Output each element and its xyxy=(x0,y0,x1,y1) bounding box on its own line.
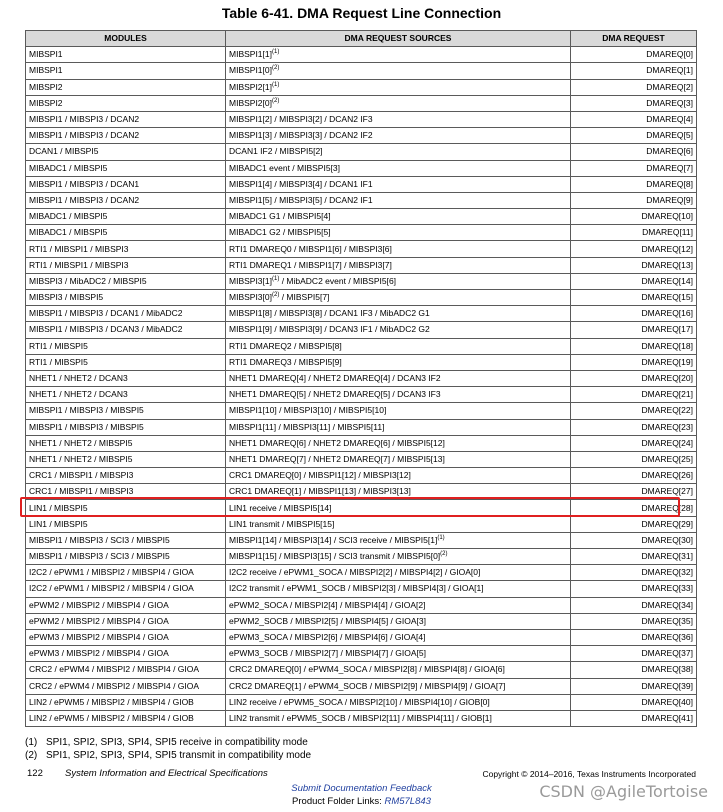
cell-request: DMAREQ[6] xyxy=(571,144,697,160)
source-text: MIBSPI1[8] / MIBSPI3[8] / DCAN1 IF3 / MibADC2 G1 xyxy=(229,308,430,319)
cell-source xyxy=(226,192,571,208)
cell-request: DMAREQ[24] xyxy=(571,435,697,451)
cell-modules: MIBSPI1 / MIBSPI3 / DCAN2 xyxy=(26,192,226,208)
cell-source xyxy=(226,370,571,386)
part-number-link[interactable]: RM57L843 xyxy=(384,796,431,807)
table-row xyxy=(26,257,697,273)
cell-modules: LIN1 / MIBSPI5 xyxy=(26,500,226,516)
footnote-number: (1) xyxy=(25,737,38,748)
source-text: MIBADC1 G1 / MIBSPI5[4] xyxy=(229,211,331,222)
source-text-cont: / MIBSPI5[7] xyxy=(279,292,330,303)
cell-source xyxy=(226,209,571,225)
source-text: MIBADC1 G2 / MIBSPI5[5] xyxy=(229,227,331,238)
table-row xyxy=(26,484,697,500)
cell-modules: CRC1 / MIBSPI1 / MIBSPI3 xyxy=(26,468,226,484)
table-row xyxy=(26,47,697,63)
header-request: DMA REQUEST xyxy=(571,31,697,47)
source-text: ePWM3_SOCB / MIBSPI2[7] / MIBSPI4[7] / GIOA[5] xyxy=(229,648,426,659)
footnote-ref: (1) xyxy=(272,49,280,56)
cell-source xyxy=(226,646,571,662)
source-text: MIBSPI1[1] xyxy=(229,49,272,60)
cell-modules: MIBSPI1 xyxy=(26,47,226,63)
footnote xyxy=(25,737,311,750)
cell-modules: LIN2 / ePWM5 / MIBSPI2 / MIBSPI4 / GIOB xyxy=(26,710,226,726)
table-title: Table 6-41. DMA Request Line Connection xyxy=(221,5,502,21)
cell-request: DMAREQ[19] xyxy=(571,354,697,370)
cell-request: DMAREQ[38] xyxy=(571,662,697,678)
cell-request: DMAREQ[7] xyxy=(571,160,697,176)
table-row xyxy=(26,63,697,79)
source-text: NHET1 DMAREQ[5] / NHET2 DMAREQ[5] / DCAN3 IF3 xyxy=(229,389,441,400)
cell-source xyxy=(226,500,571,516)
cell-modules: LIN2 / ePWM5 / MIBSPI2 / MIBSPI4 / GIOB xyxy=(26,694,226,710)
cell-request: DMAREQ[1] xyxy=(571,63,697,79)
cell-request: DMAREQ[30] xyxy=(571,532,697,548)
cell-modules: ePWM3 / MIBSPI2 / MIBSPI4 / GIOA xyxy=(26,646,226,662)
footnote-ref: (1) xyxy=(272,275,280,282)
header-modules: MODULES xyxy=(26,31,226,47)
source-text-cont: / MibADC2 event / MIBSPI5[6] xyxy=(279,275,397,286)
cell-modules: MIBSPI1 / MIBSPI3 / DCAN2 xyxy=(26,111,226,127)
cell-request: DMAREQ[21] xyxy=(571,387,697,403)
cell-modules: ePWM2 / MIBSPI2 / MIBSPI4 / GIOA xyxy=(26,597,226,613)
source-text: MIBSPI1[5] / MIBSPI3[5] / DCAN2 IF1 xyxy=(229,194,373,205)
table-row xyxy=(26,111,697,127)
table-row xyxy=(26,581,697,597)
cell-modules: MIBSPI1 / MIBSPI3 / DCAN3 / MibADC2 xyxy=(26,322,226,338)
cell-source xyxy=(226,532,571,548)
cell-request: DMAREQ[36] xyxy=(571,629,697,645)
cell-request: DMAREQ[33] xyxy=(571,581,697,597)
cell-modules: MIBSPI3 / MibADC2 / MIBSPI5 xyxy=(26,273,226,289)
cell-request: DMAREQ[0] xyxy=(571,47,697,63)
source-text: MIBSPI2[1] xyxy=(229,81,272,92)
cell-modules: MIBSPI2 xyxy=(26,79,226,95)
cell-source xyxy=(226,694,571,710)
cell-source xyxy=(226,257,571,273)
cell-request: DMAREQ[4] xyxy=(571,111,697,127)
source-text: MIBSPI1[11] / MIBSPI3[11] / MIBSPI5[11] xyxy=(229,421,385,432)
watermark: CSDN @AgileTortoise xyxy=(539,782,708,801)
cell-modules: MIBSPI1 / MIBSPI3 / SCI3 / MIBSPI5 xyxy=(26,549,226,565)
cell-source xyxy=(226,144,571,160)
cell-modules: NHET1 / NHET2 / DCAN3 xyxy=(26,370,226,386)
cell-source xyxy=(226,111,571,127)
cell-modules: MIBSPI1 xyxy=(26,63,226,79)
cell-request: DMAREQ[10] xyxy=(571,209,697,225)
cell-source xyxy=(226,63,571,79)
section-title: System Information and Electrical Specifications xyxy=(65,768,268,779)
cell-source xyxy=(226,597,571,613)
table-row xyxy=(26,468,697,484)
cell-request: DMAREQ[31] xyxy=(571,549,697,565)
cell-source xyxy=(226,95,571,111)
cell-request: DMAREQ[9] xyxy=(571,192,697,208)
cell-modules: NHET1 / NHET2 / MIBSPI5 xyxy=(26,435,226,451)
footnote-ref: (2) xyxy=(272,292,280,299)
cell-modules: MIBSPI3 / MIBSPI5 xyxy=(26,290,226,306)
source-text: I2C2 receive / ePWM1_SOCA / MIBSPI2[2] / MIBSPI4[2] / GIOA[0] xyxy=(229,567,481,578)
footnote-ref: (2) xyxy=(440,551,448,558)
cell-request: DMAREQ[17] xyxy=(571,322,697,338)
source-text: LIN2 transmit / ePWM5_SOCB / MIBSPI2[11] / MIBSPI4[11] / GIOB[1] xyxy=(229,712,492,723)
page-number: 122 xyxy=(27,768,43,779)
source-text: CRC1 DMAREQ[1] / MIBSPI1[13] / MIBSPI3[13] xyxy=(229,486,411,497)
cell-source xyxy=(226,565,571,581)
cell-source xyxy=(226,468,571,484)
table-row xyxy=(26,387,697,403)
cell-request: DMAREQ[27] xyxy=(571,484,697,500)
cell-source xyxy=(226,273,571,289)
source-text: I2C2 transmit / ePWM1_SOCB / MIBSPI2[3] / MIBSPI4[3] / GIOA[1] xyxy=(229,583,484,594)
source-text: MIBSPI1[10] / MIBSPI3[10] / MIBSPI5[10] xyxy=(229,405,387,416)
source-text: RTI1 DMAREQ3 / MIBSPI5[9] xyxy=(229,356,342,367)
cell-source xyxy=(226,451,571,467)
cell-modules: MIBADC1 / MIBSPI5 xyxy=(26,225,226,241)
source-text: MIBSPI1[9] / MIBSPI3[9] / DCAN3 IF1 / MibADC2 G2 xyxy=(229,324,430,335)
cell-request: DMAREQ[22] xyxy=(571,403,697,419)
cell-source xyxy=(226,354,571,370)
cell-source xyxy=(226,338,571,354)
footnote xyxy=(25,750,311,763)
cell-modules: ePWM2 / MIBSPI2 / MIBSPI4 / GIOA xyxy=(26,613,226,629)
source-text: NHET1 DMAREQ[4] / NHET2 DMAREQ[4] / DCAN3 IF2 xyxy=(229,373,441,384)
cell-source xyxy=(226,176,571,192)
source-text: NHET1 DMAREQ[6] / NHET2 DMAREQ[6] / MIBSPI5[12] xyxy=(229,437,445,448)
table-header-row xyxy=(26,31,697,47)
cell-request: DMAREQ[16] xyxy=(571,306,697,322)
cell-request: DMAREQ[26] xyxy=(571,468,697,484)
table-row xyxy=(26,532,697,548)
table-row xyxy=(26,241,697,257)
cell-request: DMAREQ[8] xyxy=(571,176,697,192)
source-text: DCAN1 IF2 / MIBSPI5[2] xyxy=(229,146,323,157)
table-row xyxy=(26,565,697,581)
cell-modules: MIBADC1 / MIBSPI5 xyxy=(26,209,226,225)
table-row xyxy=(26,192,697,208)
cell-request: DMAREQ[32] xyxy=(571,565,697,581)
footnote-ref: (2) xyxy=(272,65,280,72)
cell-modules: MIBSPI1 / MIBSPI3 / DCAN1 xyxy=(26,176,226,192)
source-text: LIN2 receive / ePWM5_SOCA / MIBSPI2[10] / MIBSPI4[10] / GIOB[0] xyxy=(229,696,490,707)
cell-source xyxy=(226,484,571,500)
footnote-text: SPI1, SPI2, SPI3, SPI4, SPI5 transmit in compatibility mode xyxy=(46,749,312,761)
source-text: CRC2 DMAREQ[0] / ePWM4_SOCA / MIBSPI2[8] / MIBSPI4[8] / GIOA[6] xyxy=(229,664,505,675)
cell-request: DMAREQ[18] xyxy=(571,338,697,354)
cell-modules: CRC1 / MIBSPI1 / MIBSPI3 xyxy=(26,484,226,500)
source-text: ePWM2_SOCA / MIBSPI2[4] / MIBSPI4[4] / GIOA[2] xyxy=(229,599,426,610)
source-text: CRC1 DMAREQ[0] / MIBSPI1[12] / MIBSPI3[12] xyxy=(229,470,411,481)
source-text: NHET1 DMAREQ[7] / NHET2 DMAREQ[7] / MIBSPI5[13] xyxy=(229,453,445,464)
table-row xyxy=(26,419,697,435)
table-row xyxy=(26,435,697,451)
footnote-text: SPI1, SPI2, SPI3, SPI4, SPI5 receive in compatibility mode xyxy=(46,737,308,748)
links-label: Product Folder Links: xyxy=(292,796,382,807)
table-row xyxy=(26,273,697,289)
cell-request: DMAREQ[13] xyxy=(571,257,697,273)
source-text: RTI1 DMAREQ1 / MIBSPI1[7] / MIBSPI3[7] xyxy=(229,259,392,270)
cell-source xyxy=(226,419,571,435)
table-row xyxy=(26,403,697,419)
cell-modules: NHET1 / NHET2 / MIBSPI5 xyxy=(26,451,226,467)
dma-request-table xyxy=(25,30,697,727)
cell-source xyxy=(226,160,571,176)
cell-modules: MIBSPI1 / MIBSPI3 / MIBSPI5 xyxy=(26,403,226,419)
cell-source xyxy=(226,581,571,597)
source-text: MIBSPI1[3] / MIBSPI3[3] / DCAN2 IF2 xyxy=(229,130,373,141)
header-sources: DMA REQUEST SOURCES xyxy=(226,31,571,47)
cell-modules: RTI1 / MIBSPI1 / MIBSPI3 xyxy=(26,257,226,273)
cell-request: DMAREQ[34] xyxy=(571,597,697,613)
source-text: MIBSPI1[0] xyxy=(229,65,272,76)
cell-source xyxy=(226,629,571,645)
cell-source xyxy=(226,290,571,306)
cell-modules: LIN1 / MIBSPI5 xyxy=(26,516,226,532)
source-text: MIBSPI1[14] / MIBSPI3[14] / SCI3 receive / MIBSPI5[1] xyxy=(229,534,438,545)
source-text: MIBSPI2[0] xyxy=(229,97,272,108)
footnote-ref: (1) xyxy=(272,81,280,88)
cell-request: DMAREQ[5] xyxy=(571,128,697,144)
table-row xyxy=(26,613,697,629)
cell-modules: CRC2 / ePWM4 / MIBSPI2 / MIBSPI4 / GIOA xyxy=(26,678,226,694)
cell-modules: RTI1 / MIBSPI5 xyxy=(26,354,226,370)
cell-modules: RTI1 / MIBSPI5 xyxy=(26,338,226,354)
table-row xyxy=(26,144,697,160)
cell-source xyxy=(226,662,571,678)
cell-source xyxy=(226,435,571,451)
cell-modules: RTI1 / MIBSPI1 / MIBSPI3 xyxy=(26,241,226,257)
source-text: RTI1 DMAREQ2 / MIBSPI5[8] xyxy=(229,340,342,351)
cell-request: DMAREQ[29] xyxy=(571,516,697,532)
cell-request: DMAREQ[41] xyxy=(571,710,697,726)
table-row xyxy=(26,500,697,516)
cell-modules: MIBSPI1 / MIBSPI3 / DCAN1 / MibADC2 xyxy=(26,306,226,322)
footnote-ref: (1) xyxy=(437,534,445,541)
table-row xyxy=(26,678,697,694)
footnote-ref: (2) xyxy=(272,97,280,104)
cell-source xyxy=(226,322,571,338)
table-row xyxy=(26,516,697,532)
cell-request: DMAREQ[37] xyxy=(571,646,697,662)
cell-source xyxy=(226,79,571,95)
table-row xyxy=(26,710,697,726)
cell-request: DMAREQ[40] xyxy=(571,694,697,710)
source-text: LIN1 transmit / MIBSPI5[15] xyxy=(229,518,335,529)
cell-modules: DCAN1 / MIBSPI5 xyxy=(26,144,226,160)
table-row xyxy=(26,451,697,467)
source-text: MIBSPI1[15] / MIBSPI3[15] / SCI3 transmit / MIBSPI5[0] xyxy=(229,551,441,562)
source-text: ePWM3_SOCA / MIBSPI2[6] / MIBSPI4[6] / GIOA[4] xyxy=(229,632,426,643)
source-text: MIBADC1 event / MIBSPI5[3] xyxy=(229,162,341,173)
cell-modules: MIBSPI1 / MIBSPI3 / DCAN2 xyxy=(26,128,226,144)
cell-request: DMAREQ[12] xyxy=(571,241,697,257)
table-row xyxy=(26,549,697,565)
cell-request: DMAREQ[25] xyxy=(571,451,697,467)
table-row xyxy=(26,694,697,710)
cell-source xyxy=(226,678,571,694)
source-text: MIBSPI1[2] / MIBSPI3[2] / DCAN2 IF3 xyxy=(229,114,373,125)
table-row xyxy=(26,306,697,322)
cell-modules: MIBADC1 / MIBSPI5 xyxy=(26,160,226,176)
table-row xyxy=(26,322,697,338)
table-row xyxy=(26,646,697,662)
cell-modules: MIBSPI1 / MIBSPI3 / MIBSPI5 xyxy=(26,419,226,435)
cell-modules: ePWM3 / MIBSPI2 / MIBSPI4 / GIOA xyxy=(26,629,226,645)
source-text: MIBSPI1[4] / MIBSPI3[4] / DCAN1 IF1 xyxy=(229,178,373,189)
table-row xyxy=(26,338,697,354)
table-row xyxy=(26,290,697,306)
table-row xyxy=(26,629,697,645)
copyright: Copyright © 2014–2016, Texas Instruments Incorporated xyxy=(482,769,696,779)
table-row xyxy=(26,597,697,613)
cell-source xyxy=(226,516,571,532)
table-row xyxy=(26,128,697,144)
table-row xyxy=(26,160,697,176)
cell-source xyxy=(226,549,571,565)
cell-modules: I2C2 / ePWM1 / MIBSPI2 / MIBSPI4 / GIOA xyxy=(26,581,226,597)
feedback-link[interactable]: Submit Documentation Feedback xyxy=(291,783,432,794)
cell-modules: NHET1 / NHET2 / DCAN3 xyxy=(26,387,226,403)
cell-request: DMAREQ[35] xyxy=(571,613,697,629)
footnotes xyxy=(25,737,311,762)
cell-source xyxy=(226,128,571,144)
source-text: CRC2 DMAREQ[1] / ePWM4_SOCB / MIBSPI2[9] / MIBSPI4[9] / GIOA[7] xyxy=(229,680,506,691)
source-text: LIN1 receive / MIBSPI5[14] xyxy=(229,502,332,513)
cell-modules: MIBSPI2 xyxy=(26,95,226,111)
cell-source xyxy=(226,306,571,322)
source-text: MIBSPI3[1] xyxy=(229,275,272,286)
cell-source xyxy=(226,613,571,629)
cell-request: DMAREQ[20] xyxy=(571,370,697,386)
table-row xyxy=(26,79,697,95)
cell-source xyxy=(226,241,571,257)
cell-source xyxy=(226,47,571,63)
cell-request: DMAREQ[23] xyxy=(571,419,697,435)
table-row xyxy=(26,209,697,225)
cell-request: DMAREQ[14] xyxy=(571,273,697,289)
cell-request: DMAREQ[28] xyxy=(571,500,697,516)
table-row xyxy=(26,370,697,386)
cell-request: DMAREQ[15] xyxy=(571,290,697,306)
table-row xyxy=(26,95,697,111)
table-row xyxy=(26,176,697,192)
cell-request: DMAREQ[39] xyxy=(571,678,697,694)
cell-request: DMAREQ[3] xyxy=(571,95,697,111)
table-row xyxy=(26,354,697,370)
cell-request: DMAREQ[2] xyxy=(571,79,697,95)
cell-modules: MIBSPI1 / MIBSPI3 / SCI3 / MIBSPI5 xyxy=(26,532,226,548)
source-text: MIBSPI3[0] xyxy=(229,292,272,303)
cell-source xyxy=(226,710,571,726)
table-row xyxy=(26,225,697,241)
cell-source xyxy=(226,225,571,241)
source-text: ePWM2_SOCB / MIBSPI2[5] / MIBSPI4[5] / GIOA[3] xyxy=(229,615,426,626)
cell-modules: CRC2 / ePWM4 / MIBSPI2 / MIBSPI4 / GIOA xyxy=(26,662,226,678)
table-row xyxy=(26,662,697,678)
cell-source xyxy=(226,403,571,419)
cell-modules: I2C2 / ePWM1 / MIBSPI2 / MIBSPI4 / GIOA xyxy=(26,565,226,581)
source-text: RTI1 DMAREQ0 / MIBSPI1[6] / MIBSPI3[6] xyxy=(229,243,392,254)
cell-request: DMAREQ[11] xyxy=(571,225,697,241)
cell-source xyxy=(226,387,571,403)
footnote-number: (2) xyxy=(25,749,38,761)
